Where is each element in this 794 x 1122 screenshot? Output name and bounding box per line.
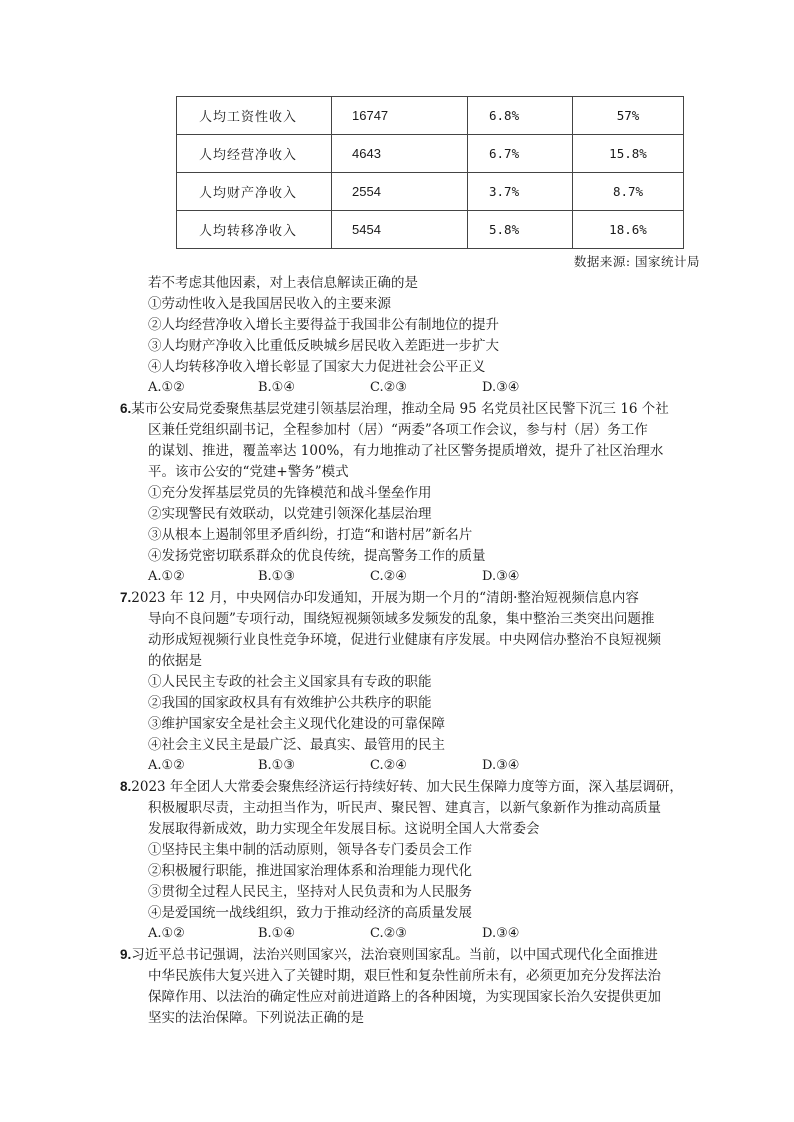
statement-item: ②我国的国家政权具有有效维护公共秩序的职能 xyxy=(148,695,432,711)
question-text: 发展取得新成效，助力实现全年发展目标。这说明全国人大常委会 xyxy=(148,821,540,837)
statement-item: ④人均转移净收入增长彰显了国家大力促进社会公平正义 xyxy=(148,359,486,375)
statement-item: ④发扬党密切联系群众的优良传统，提高警务工作的质量 xyxy=(148,548,486,564)
question-6-line xyxy=(120,398,669,420)
table-cell: 18.6% xyxy=(573,211,684,249)
option-a[interactable]: A.①② xyxy=(148,380,185,395)
question-9-line xyxy=(120,944,658,966)
question-stem: 若不考虑其他因素，对上表信息解读正确的是 xyxy=(148,275,418,291)
question-text: 保障作用、以法治的确定性应对前进道路上的各种困境，为实现国家长治久安提供更加 xyxy=(148,989,661,1005)
question-text: 习近平总书记强调，法治兴则国家兴，法治衰则国家乱。当前，以中国式现代化全面推进 xyxy=(131,947,658,963)
statement-item: ①坚持民主集中制的活动原则，领导各专门委员会工作 xyxy=(148,842,472,858)
table-cell: 4643 xyxy=(332,135,468,173)
option-c[interactable]: C.②③ xyxy=(370,380,407,395)
table-row xyxy=(177,97,684,135)
data-source-note: 数据来源: 国家统计局 xyxy=(573,254,700,269)
option-a[interactable]: A.①② xyxy=(148,926,185,941)
question-text: 2023 年全团人大常委会聚焦经济运行持续好转、加大民生保障力度等方面，深入基层调研， xyxy=(131,779,683,795)
option-d[interactable]: D.③④ xyxy=(482,926,520,941)
question-text: 动形成短视频行业良性竞争环境，促进行业健康有序发展。中央网信办整治不良短视频 xyxy=(148,632,661,648)
table-cell: 15.8% xyxy=(573,135,684,173)
question-text: 2023 年 12 月，中央网信办印发通知，开展为期一个月的“清朗·整治短视频信息内容 xyxy=(131,590,639,606)
statement-item: ①充分发挥基层党员的先锋模范和战斗堡垒作用 xyxy=(148,485,432,501)
question-number: 7. xyxy=(120,590,132,605)
option-b[interactable]: B.①③ xyxy=(258,758,295,773)
question-number: 9. xyxy=(120,947,132,962)
question-text: 导向不良问题”专项行动，围绕短视频领域多发频发的乱象，集中整治三类突出问题推 xyxy=(148,611,655,627)
statement-item: ③维护国家安全是社会主义现代化建设的可靠保障 xyxy=(148,716,445,732)
question-number: 6. xyxy=(120,401,132,416)
statement-item: ④社会主义民主是最广泛、最真实、最管用的民主 xyxy=(148,737,445,753)
table-row xyxy=(177,135,684,173)
table-cell: 8.7% xyxy=(573,173,684,211)
answer-options xyxy=(148,923,648,945)
table-cell: 3.7% xyxy=(468,173,573,211)
option-d[interactable]: D.③④ xyxy=(482,569,520,584)
table-row xyxy=(177,173,684,211)
income-table xyxy=(176,96,684,249)
table-cell: 5454 xyxy=(332,211,468,249)
question-text: 中华民族伟大复兴进入了关键时期，艰巨性和复杂性前所未有，必须更加充分发挥法治 xyxy=(148,968,661,984)
question-8-line xyxy=(120,776,683,798)
question-text: 积极履职尽责，主动担当作为，听民声、聚民智、建真言，以新气象新作为推动高质量 xyxy=(148,800,661,816)
option-d[interactable]: D.③④ xyxy=(482,380,520,395)
answer-options xyxy=(148,566,648,588)
question-text: 平。该市公安的“党建+警务”模式 xyxy=(148,464,349,480)
question-text: 的谋划、推进，覆盖率达 100%，有力地推动了社区警务提质增效，提升了社区治理水 xyxy=(148,443,664,459)
statement-item: ②实现警民有效联动，以党建引领深化基层治理 xyxy=(148,506,432,522)
option-a[interactable]: A.①② xyxy=(148,569,185,584)
answer-options xyxy=(148,377,648,399)
table-cell: 5.8% xyxy=(468,211,573,249)
option-c[interactable]: C.②④ xyxy=(370,758,407,773)
table-cell: 人均工资性收入 xyxy=(177,97,332,135)
table-row xyxy=(177,211,684,249)
option-b[interactable]: B.①④ xyxy=(258,926,295,941)
statement-item: ③贯彻全过程人民民主，坚持对人民负责和为人民服务 xyxy=(148,884,472,900)
question-text: 某市公安局党委聚焦基层党建引领基层治理，推动全局 95 名党员社区民警下沉三 16 个社 xyxy=(131,401,669,417)
statement-item: ①人民民主专政的社会主义国家具有专政的职能 xyxy=(148,674,432,690)
table-cell: 16747 xyxy=(332,97,468,135)
table-cell: 人均财产净收入 xyxy=(177,173,332,211)
answer-options xyxy=(148,755,648,777)
table-cell: 6.7% xyxy=(468,135,573,173)
option-a[interactable]: A.①② xyxy=(148,758,185,773)
question-text: 坚实的法治保障。下列说法正确的是 xyxy=(148,1010,364,1026)
statement-item: ①劳动性收入是我国居民收入的主要来源 xyxy=(148,296,391,312)
option-b[interactable]: B.①③ xyxy=(258,569,295,584)
option-c[interactable]: C.②③ xyxy=(370,926,407,941)
statement-item: ②人均经营净收入增长主要得益于我国非公有制地位的提升 xyxy=(148,317,499,333)
table-cell: 57% xyxy=(573,97,684,135)
table-cell: 6.8% xyxy=(468,97,573,135)
question-number: 8. xyxy=(120,779,132,794)
question-text: 区兼任党组织副书记，全程参加村（居）“两委”各项工作会议，参与村（居）务工作 xyxy=(148,422,648,438)
option-c[interactable]: C.②④ xyxy=(370,569,407,584)
question-7-line xyxy=(120,587,639,609)
statement-item: ③从根本上遏制邻里矛盾纠纷，打造“和谐村居”新名片 xyxy=(148,527,473,543)
statement-item: ④是爱国统一战线组织，致力于推动经济的高质量发展 xyxy=(148,905,472,921)
table-cell: 2554 xyxy=(332,173,468,211)
statement-item: ③人均财产净收入比重低反映城乡居民收入差距进一步扩大 xyxy=(148,338,499,354)
question-text: 的依据是 xyxy=(148,653,202,669)
table-cell: 人均经营净收入 xyxy=(177,135,332,173)
option-b[interactable]: B.①④ xyxy=(258,380,295,395)
option-d[interactable]: D.③④ xyxy=(482,758,520,773)
table-cell: 人均转移净收入 xyxy=(177,211,332,249)
statement-item: ②积极履行职能，推进国家治理体系和治理能力现代化 xyxy=(148,863,472,879)
